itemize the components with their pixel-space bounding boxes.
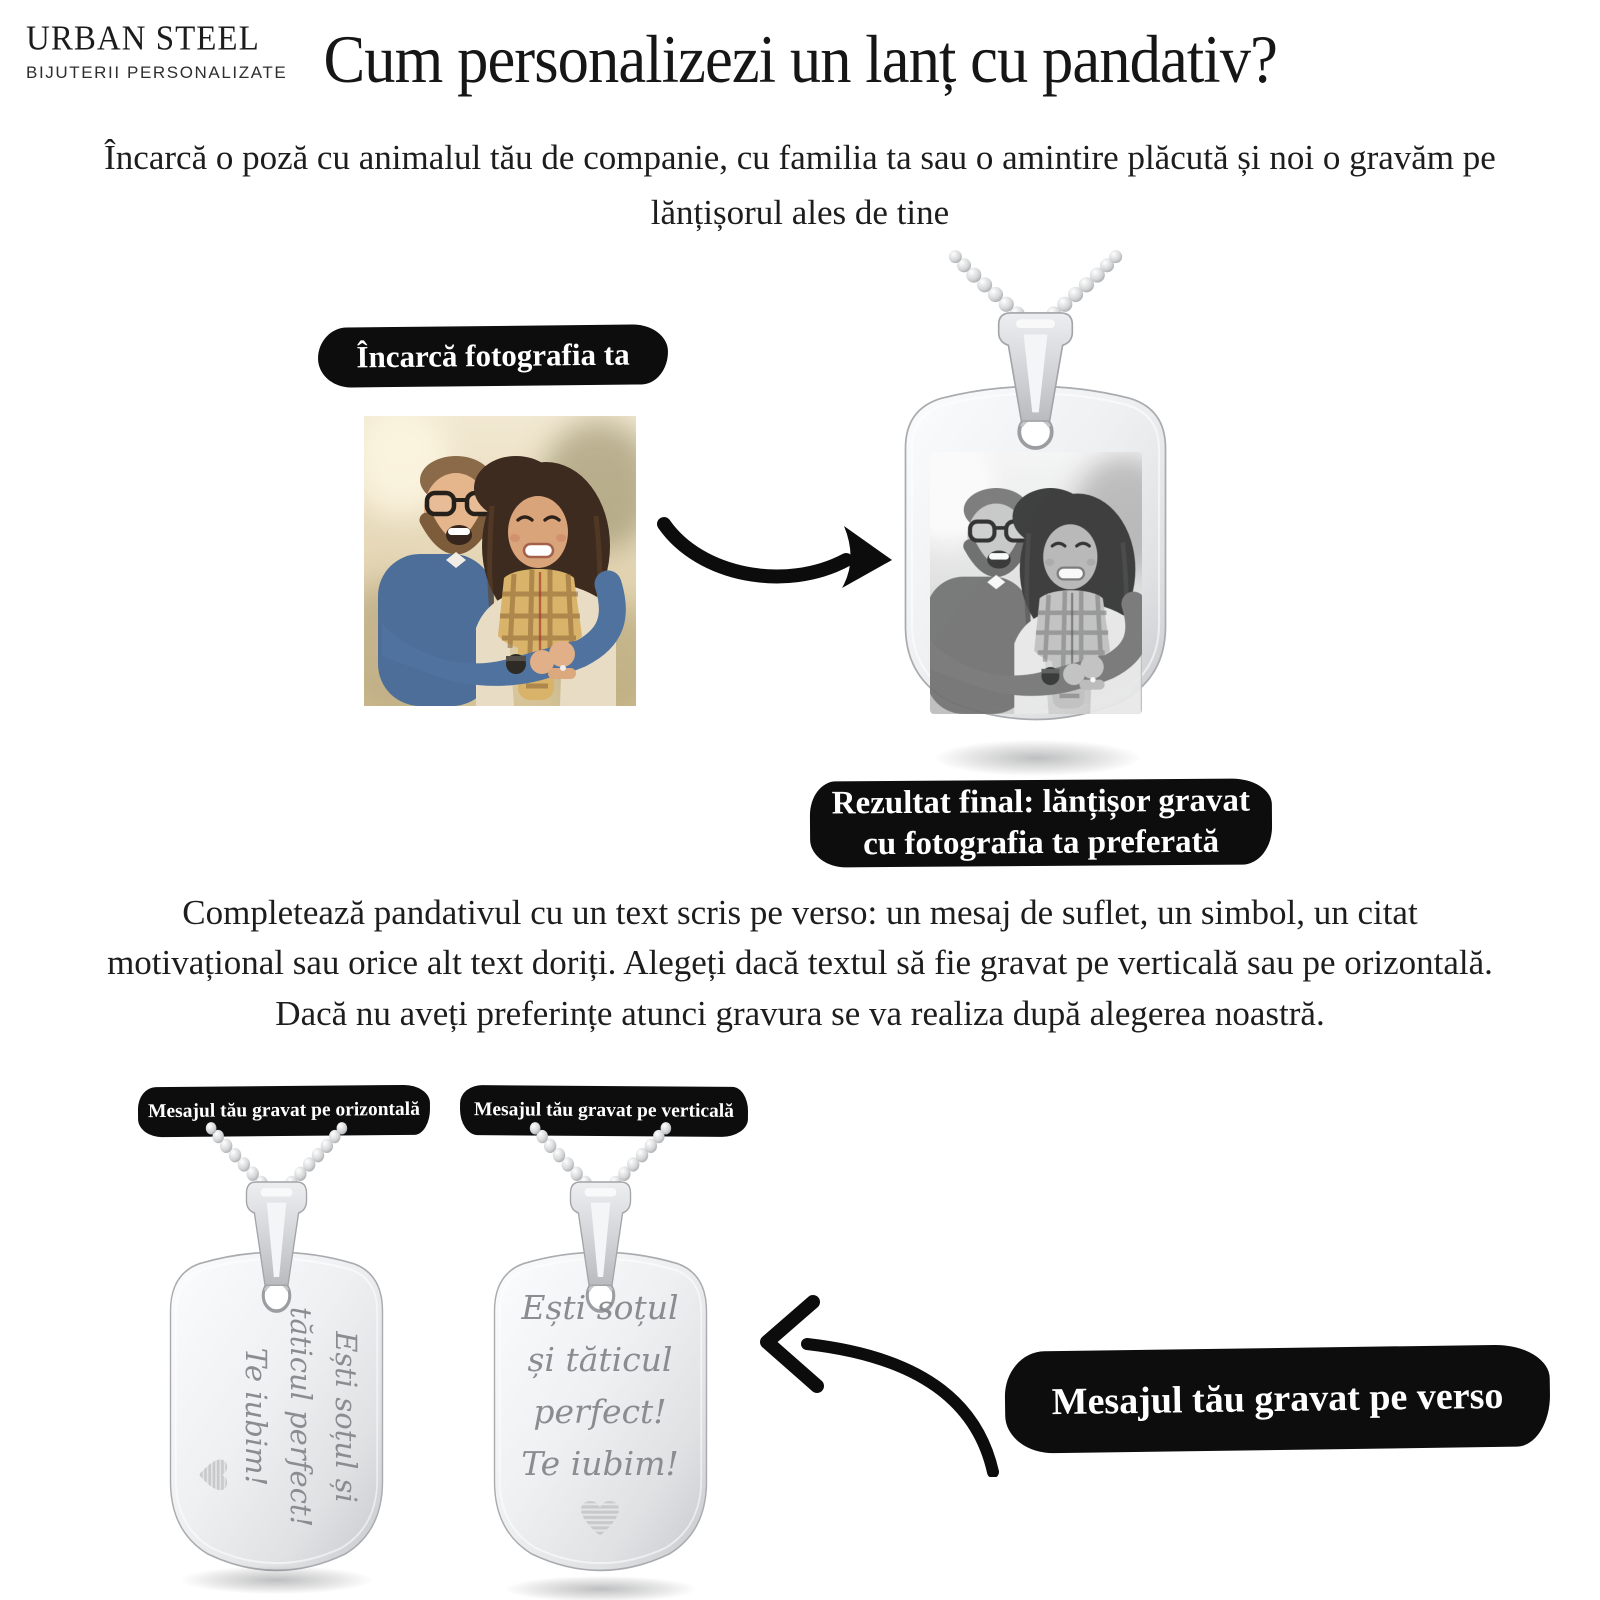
intro-text: Încarcă o poză cu animalul tău de companie, cu familia ta sau o amintire plăcută și noi o gravăm pe lănțișorul ales de tine bbox=[104, 138, 1496, 233]
verso-engraving-label: Mesajul tău gravat pe verso bbox=[1004, 1344, 1550, 1454]
pendant-shadow bbox=[182, 1566, 372, 1594]
engraving-line: perfect! bbox=[533, 1391, 667, 1431]
arrow-right-icon bbox=[648, 498, 896, 610]
engraved-couple-photo bbox=[930, 452, 1142, 714]
brand-name: URBAN STEEL bbox=[26, 20, 260, 58]
pendant-shadow bbox=[506, 1576, 696, 1600]
brand-tagline: BIJUTERII PERSONALIZATE bbox=[26, 63, 288, 82]
engraving-line: Te iubim! bbox=[239, 1347, 274, 1487]
vertical-engraving-text bbox=[494, 1254, 706, 1580]
engraving-line: și tăticul bbox=[527, 1339, 673, 1379]
pendant-shadow bbox=[935, 740, 1140, 776]
result-label: Rezultat final: lănțișor gravat cu fotografia ta preferată bbox=[810, 778, 1273, 867]
arrow-left-icon bbox=[745, 1282, 1005, 1477]
upload-photo-label: Încarcă fotografia ta bbox=[318, 324, 669, 388]
horizontal-engraving-label: Mesajul tău gravat pe orizontală bbox=[138, 1085, 430, 1138]
vertical-engraving-label: Mesajul tău gravat pe verticală bbox=[460, 1085, 748, 1137]
heart-icon bbox=[579, 1500, 621, 1538]
text-step-paragraph: Completează pandativul cu un text scris pe verso: un mesaj de suflet, un simbol, un citat motivațional sau orice alt text doriți. Alegeți dacă textul să fie gravat pe verticală sau pe orizontală. Dacă nu aveți preferințe atunci gravura se va realiza după alegerea noastră. bbox=[107, 893, 1493, 1033]
heart-icon bbox=[197, 1458, 228, 1492]
page-title: Cum personalizezi un lanț cu pandativ? bbox=[323, 21, 1277, 97]
engraving-line: Ești soțul bbox=[521, 1287, 679, 1327]
engraving-line: Te iubim! bbox=[521, 1443, 679, 1483]
engraving-line: tăticul perfect! bbox=[284, 1306, 319, 1528]
uploaded-couple-photo bbox=[364, 416, 636, 706]
horizontal-engraving-text bbox=[170, 1254, 382, 1580]
engraving-line: Ești soțul și bbox=[329, 1331, 364, 1503]
